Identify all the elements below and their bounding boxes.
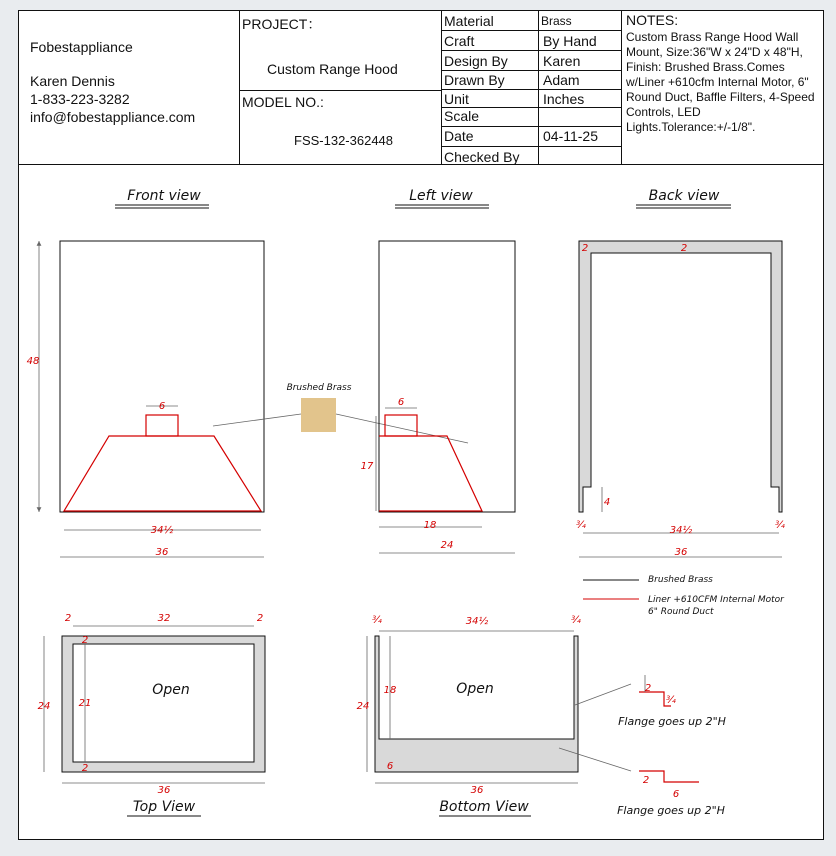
field-rule [441, 107, 621, 108]
left-view-title: Left view [409, 188, 473, 204]
field-rule [441, 146, 621, 147]
model-label: MODEL NO.: [242, 94, 324, 110]
legend-item-duct: 6" Round Duct [648, 607, 714, 617]
project-label: PROJECT： [242, 16, 322, 32]
field-label: Scale [444, 108, 480, 124]
field-label: Unit [444, 91, 469, 107]
top-open-label: Open [152, 682, 190, 698]
drawing-sheet [18, 10, 824, 840]
top-wall-top-dim: 2 [81, 635, 89, 646]
field-rule [441, 30, 621, 31]
back-flange-left-dim: ¾ [576, 520, 586, 531]
project-value: Custom Range Hood [267, 61, 398, 77]
model-value: FSS-132-362448 [294, 133, 394, 148]
field-value: Inches [543, 91, 585, 107]
brass-swatch [301, 398, 336, 432]
legend-item-brushed-brass: Brushed Brass [648, 575, 713, 585]
swatch-leader [213, 414, 301, 426]
front-view-duct [146, 415, 178, 436]
bottom-view-tray [375, 636, 578, 772]
bottom-view-title: Bottom View [439, 799, 529, 815]
field-rule [441, 89, 621, 90]
field-rule [441, 126, 621, 127]
top-inner-depth-dim: 21 [78, 698, 92, 709]
top-wall-right-dim: 2 [256, 613, 264, 624]
contact-phone: 1-833-223-3282 [30, 91, 130, 107]
back-inner-dim: 34½ [669, 525, 693, 536]
bottom-inner-dim: 34½ [465, 616, 489, 627]
title-block-divider [538, 11, 539, 164]
back-width-dim: 36 [674, 547, 688, 558]
top-view-title: Top View [132, 799, 196, 815]
back-wall-top-dim: 2 [680, 243, 688, 254]
flange-detail-2-dim-b: 6 [672, 789, 680, 800]
front-width-dim: 36 [155, 547, 169, 558]
front-height-dim: 48 [26, 356, 40, 367]
field-label: Date [444, 128, 474, 144]
bottom-flange-left-dim: ¾ [372, 615, 382, 626]
bottom-shelf-dim: 6 [386, 761, 394, 772]
left-view [361, 241, 515, 553]
top-view-walls [62, 636, 265, 772]
bottom-width-dim: 36 [470, 785, 484, 796]
field-label: Design By [444, 53, 508, 69]
top-view [38, 613, 265, 796]
title-block-divider [239, 90, 441, 91]
front-liner-dim: 34½ [150, 525, 174, 536]
left-view-liner [379, 436, 482, 511]
flange-detail-1-dim-a: 2 [644, 683, 652, 694]
swatch-label: Brushed Brass [286, 383, 352, 393]
front-view-liner [64, 436, 261, 511]
bottom-depth-dim: 24 [356, 701, 370, 712]
flange-detail-1-dim-b: ¾ [666, 695, 676, 706]
left-depth-dim: 24 [440, 540, 454, 551]
contact-name: Karen Dennis [30, 73, 115, 89]
bottom-inner-depth-dim: 18 [383, 685, 397, 696]
top-wall-bottom-dim: 2 [81, 763, 89, 774]
left-view-body [379, 241, 515, 512]
back-view-title: Back view [648, 188, 720, 204]
contact-email: info@fobestappliance.com [30, 109, 196, 125]
flange-detail-2-label: Flange goes up 2"H [617, 804, 725, 817]
front-view-body [60, 241, 264, 512]
bottom-view [357, 615, 631, 796]
left-duct-dim: 6 [397, 397, 405, 408]
back-view [576, 241, 785, 558]
field-value: By Hand [543, 33, 597, 49]
left-liner-depth-dim: 18 [423, 520, 437, 531]
field-label: Checked By [444, 149, 520, 165]
flange-detail-1 [618, 675, 726, 728]
top-width-inner-dim: 32 [157, 613, 171, 624]
top-depth-dim: 24 [37, 701, 51, 712]
flange-detail-1-label: Flange goes up 2"H [618, 715, 726, 728]
field-label: Drawn By [444, 72, 505, 88]
flange-detail-2-dim-a: 2 [642, 775, 650, 786]
front-view-title: Front view [127, 188, 201, 204]
back-wall-left-dim: 2 [581, 243, 589, 254]
field-value: 04-11-25 [543, 128, 599, 144]
front-duct-dim: 6 [158, 401, 166, 412]
title-block-divider [621, 11, 622, 164]
left-liner-height-dim: 17 [360, 461, 374, 472]
field-value: Karen [543, 53, 581, 69]
field-rule [441, 50, 621, 51]
top-wall-left-dim: 2 [64, 613, 72, 624]
title-block-divider [239, 11, 240, 164]
notes-text: Custom Brass Range Hood Wall Mount, Size:36"W x 24"D x 48"H, Finish: Brushed Brass.Comes w/Liner +610cfm Internal Motor, 6" Round Duct, Baffle Filters, 4-Speed Controls, LED Lights.Tolerance:+/-1/8". [626, 30, 815, 134]
field-label: Craft [444, 33, 475, 49]
front-view [27, 241, 264, 558]
drawing-canvas [19, 165, 823, 840]
field-value: Adam [543, 72, 580, 88]
notes-label: NOTES: [626, 12, 679, 28]
material-callout [213, 383, 468, 443]
field-value: Brass [541, 14, 572, 28]
field-label: Material [444, 13, 494, 29]
flange-detail-2 [617, 771, 725, 817]
line-legend [583, 575, 785, 617]
company-name: Fobestappliance [30, 39, 133, 55]
back-flange-right-dim: ¾ [775, 520, 785, 531]
bottom-open-label: Open [456, 681, 494, 697]
top-width-dim: 36 [157, 785, 171, 796]
back-notch-dim: 4 [603, 497, 611, 508]
flange-leader [575, 684, 631, 705]
legend-item-liner: Liner +610CFM Internal Motor [648, 595, 784, 605]
bottom-flange-right-dim: ¾ [571, 615, 581, 626]
field-rule [441, 70, 621, 71]
back-view-walls [579, 241, 782, 512]
